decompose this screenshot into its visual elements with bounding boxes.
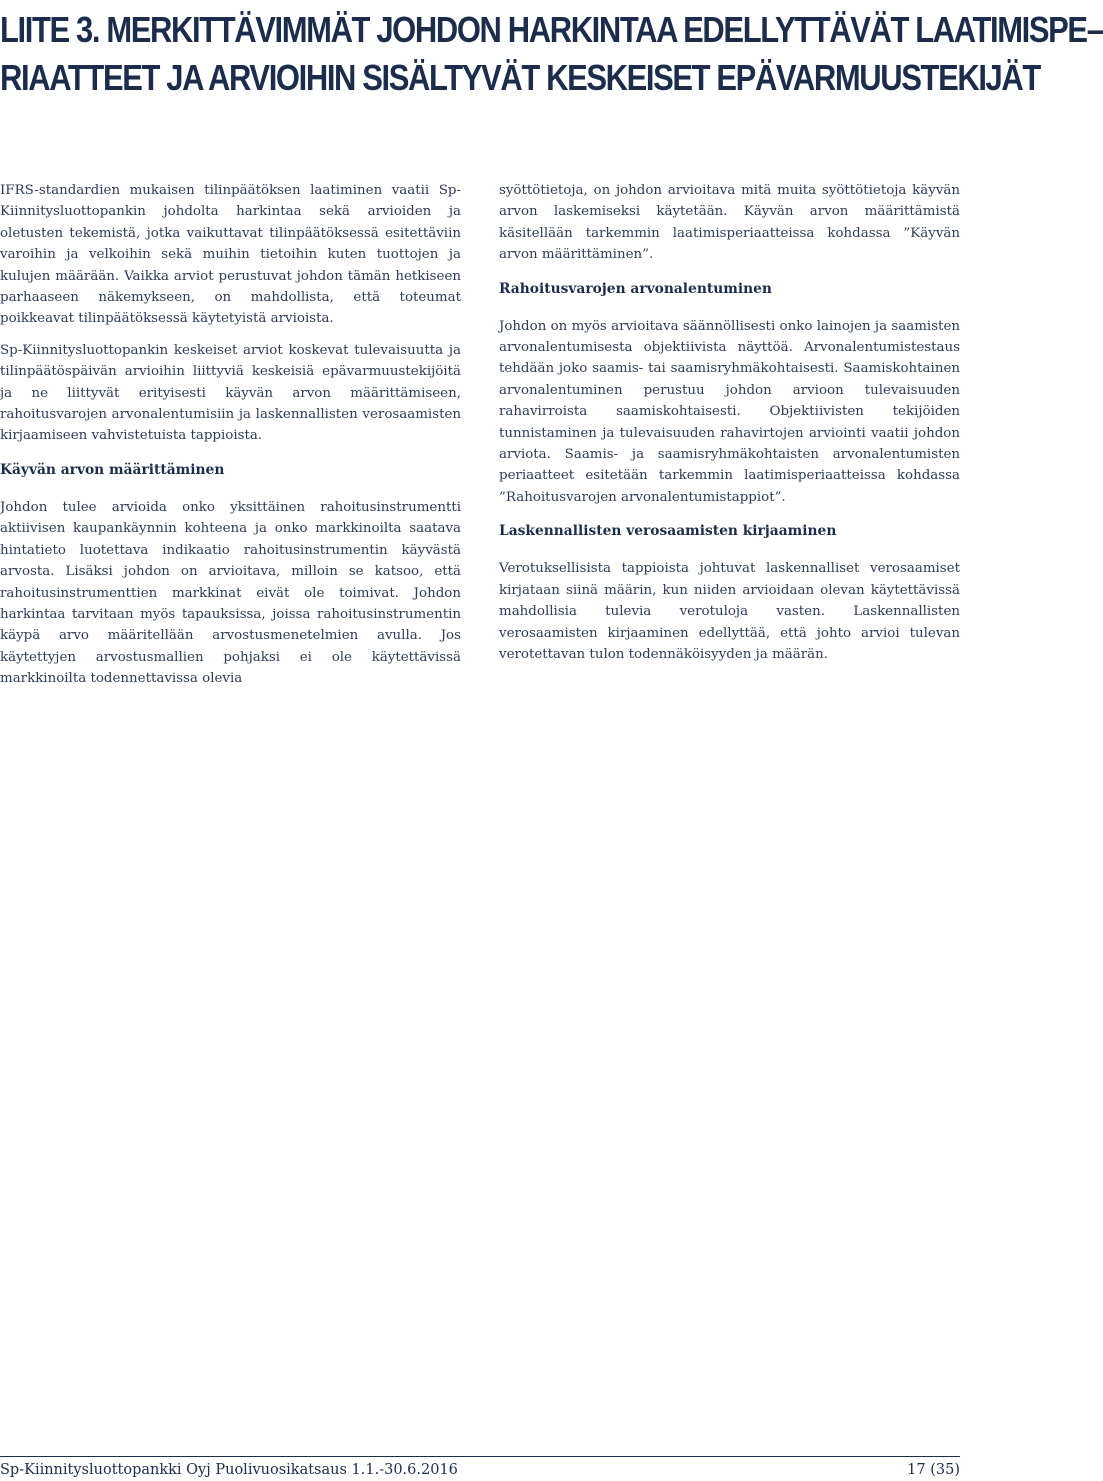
- left-column: [0, 180, 461, 700]
- key-estimates-paragraph: Sp-Kiinnitysluottopankin keskeiset arviot koskevat tulevaisuutta ja tilinpäätöspäivän arvioihin liittyviä keskeisiä epävarmuustekijöitä ja ne liittyvät erityisesti käyvän arvon määrittämiseen, rahoitusvarojen arvonalentumisiin ja laskennallisten verosaamisten kirjaamiseen vahvistetuista tappioista.: [0, 342, 461, 444]
- fair-value-continued-paragraph: syöttötietoja, on johdon arvioitava mitä muita syöttötietoja käyvän arvon laskemiseksi käytetään. Käyvän arvon määrittämistä käsitellään tarkemmin laatimisperiaatteissa kohdassa ”Käyvän arvon määrittäminen”.: [499, 183, 960, 263]
- page-title: [0, 6, 1103, 102]
- section-heading-fair-value: Käyvän arvon määrittäminen: [0, 461, 225, 478]
- impairment-paragraph: Johdon on myös arvioitava säännöllisesti onko lainojen ja saamisten arvonalentumisesta objektiivista näyttöä. Arvonalentumistestaus tehdään joko saamis- tai saamisryhmäkohtaisesti. Saamiskohtainen arvonalentuminen perustuu johdon arvioon tulevaisuuden rahavirroista saamiskohtaisesti. Objektiivisten tekijöiden tunnistaminen ja tulevaisuuden rahavirtojen arviointi vaatii johdon arviota. Saamis- ja saamisryhmäkohtaisten arvonalentumisten periaatteet esitetään tarkemmin laatimisperiaatteissa kohdassa ”Rahoitusvarojen arvonalentumistappiot”.: [499, 318, 960, 505]
- fair-value-paragraph: Johdon tulee arvioida onko yksittäinen rahoitusinstrumentti aktiivisen kaupankäynnin kohteena ja onko markkinoilta saatava hintatieto luotettava indikaatio rahoitusinstrumentin käyvästä arvosta. Lisäksi johdon on arvioitava, milloin se katsoo, että rahoitusinstrumenttien markkinat eivät ole toimivat. Johdon harkintaa tarvitaan myös tapauksissa, joissa rahoitusinstrumentin käypä arvo määritellään arvostusmenetelmien avulla. Jos käytettyjen arvostusmallien pohjaksi ei ole käytettävissä markkinoilta todennettavissa olevia: [0, 499, 461, 687]
- page-title-line-1: LIITE 3. MERKITTÄVIMMÄT JOHDON HARKINTAA EDELLYTTÄVÄT LAATIMISPE–: [0, 9, 1103, 50]
- section-heading-deferred-tax: Laskennallisten verosaamisten kirjaaminen: [499, 523, 837, 540]
- page-title-line-2: RIAATTEET JA ARVIOIHIN SISÄLTYVÄT KESKEISET EPÄVARMUUSTEKIJÄT: [0, 57, 1040, 98]
- footer-report-title: Sp-Kiinnitysluottopankki Oyj Puolivuosikatsaus 1.1.-30.6.2016: [0, 1462, 458, 1478]
- page-footer: [0, 1456, 960, 1481]
- intro-paragraph: IFRS-standardien mukaisen tilinpäätöksen laatiminen vaatii Sp-Kiinnitysluottopankin johdolta harkintaa sekä arvioiden ja oletusten tekemistä, jotka vaikuttavat tilinpäätöksessä esitettäviin varoihin ja velkoihin sekä muihin tietoihin kuten tuottojen ja kulujen määrään. Vaikka arviot perustuvat johdon tämän hetkiseen parhaaseen näkemykseen, on mahdollista, että toteumat poikkeavat tilinpäätöksessä käytetyistä arvioista.: [0, 183, 461, 327]
- page-number: 17 (35): [907, 1462, 960, 1478]
- section-heading-impairment: Rahoitusvarojen arvonalentuminen: [499, 280, 772, 297]
- right-column: [499, 180, 960, 675]
- deferred-tax-paragraph: Verotuksellisista tappioista johtuvat laskennalliset verosaamiset kirjataan siinä määrin, kun niiden arvioidaan olevan käytettävissä mahdollisia tulevia verotuloja vasten. Laskennallisten verosaamisten kirjaaminen edellyttää, että johto arvioi tulevan verotettavan tulon todennäköisyyden ja määrän.: [499, 561, 960, 662]
